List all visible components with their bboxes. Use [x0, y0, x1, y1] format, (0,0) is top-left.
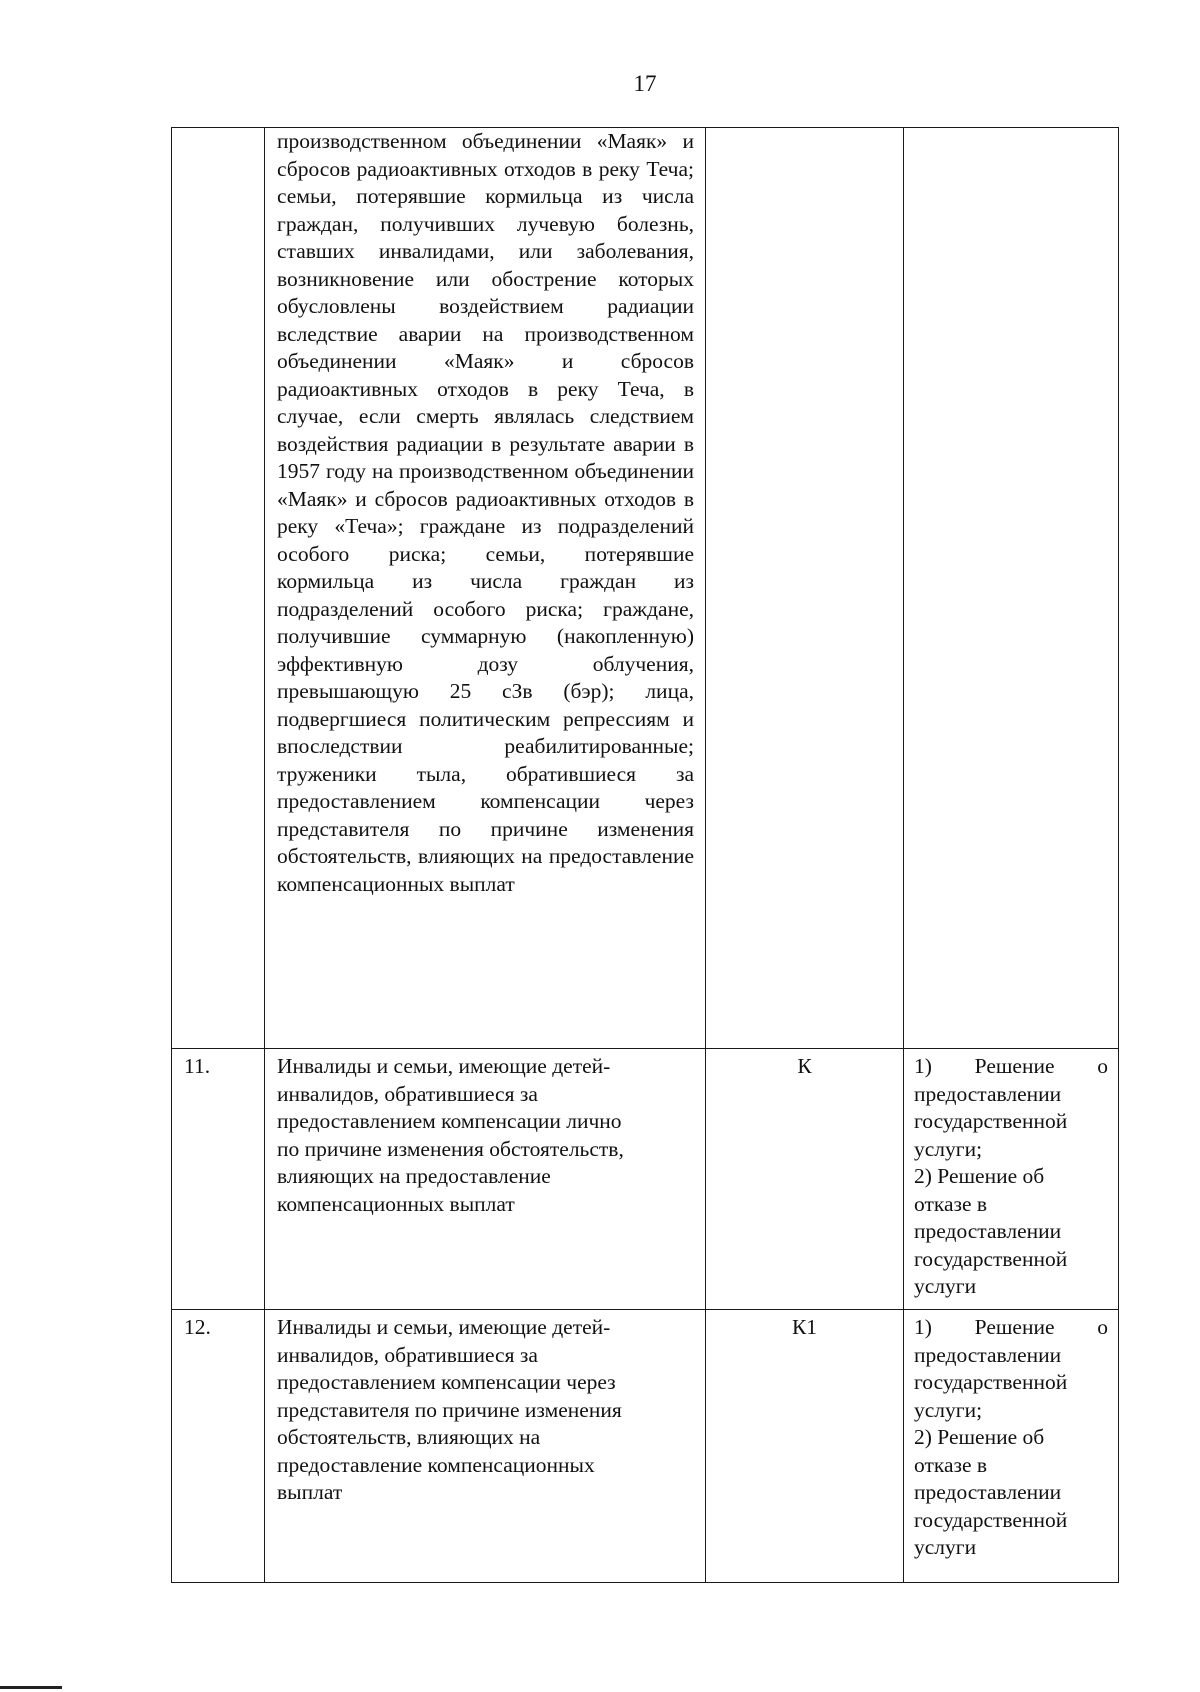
applicant-category-text: Инвалиды и семьи, имеющие детей- инвалидов, обратившиеся за предоставлением компенсации через представителя по причине изменения обстоятельств, влияющих на предоставление компенсационных выплат	[277, 1315, 622, 1504]
variant-code-cell: К1	[706, 1310, 904, 1583]
result-line: предоставлении	[914, 1342, 1062, 1367]
result-line: отказе в	[914, 1191, 988, 1216]
row-number-cell: 11.	[172, 1049, 265, 1310]
result-cell	[904, 1049, 1119, 1310]
result-line: услуги	[914, 1535, 977, 1559]
variant-code-cell	[706, 128, 904, 1049]
result-line: услуги;	[914, 1397, 983, 1422]
result-line: государственной	[914, 1370, 1068, 1394]
result-line: государственной	[914, 1246, 1068, 1271]
applicant-category-cell	[265, 1310, 706, 1583]
result-line: отказе в	[914, 1452, 988, 1477]
result-cell	[904, 128, 1119, 1049]
result-line: предоставлении	[914, 1480, 1062, 1504]
table-row	[172, 1049, 1119, 1310]
applicant-category-text: Инвалиды и семьи, имеющие детей- инвалидов, обратившиеся за предоставлением компенсации лично по причине изменения обстоятельств, влияющих на предоставление компенсационных выплат	[277, 1054, 624, 1216]
result-line: услуги;	[914, 1136, 983, 1161]
scan-edge-mark	[0, 1686, 62, 1689]
page-number: 17	[633, 71, 657, 96]
applicant-category-text: производственном объединении «Маяк» и сбросов радиоактивных отходов в реку Теча; семьи, потерявшие кормильца из числа граждан, получивших лучевую болезнь, ставших инвалидами, или заболевания, возникновение или обострение которых обусловлены воздействием радиации вследствие аварии на производственном объединении «Маяк» и сбросов радиоактивных отходов в реку Теча, в случае, если смерть являлась следствием воздействия радиации в результате аварии в 1957 году на производственном объединении «Маяк» и сбросов радиоактивных отходов в реку «Теча»; граждане из подразделений особого риска; семьи, потерявшие кормильца из числа граждан из подразделений особого риска; граждане, получившие суммарную (накопленную) эффективную дозу облучения, превышающую 25 сЗв (бэр); лица, подвергшиеся политическим репрессиям и впоследствии реабилитированные; труженики тыла, обратившиеся за предоставлением компенсации через представителя по причине изменения обстоятельств, влияющих на предоставление компенсационных выплат	[277, 129, 694, 896]
table-row	[172, 128, 1119, 1049]
result-line: предоставлении	[914, 1081, 1062, 1106]
result-cell	[904, 1310, 1119, 1583]
result-line: предоставлении	[914, 1219, 1062, 1243]
result-line: 1) Решение о	[914, 1054, 1108, 1078]
row-number-cell: 12.	[172, 1310, 265, 1583]
result-line: государственной	[914, 1109, 1068, 1133]
result-line: 2) Решение об	[914, 1164, 1045, 1188]
result-line: услуги	[914, 1274, 977, 1298]
row-number-cell	[172, 128, 265, 1049]
table-row	[172, 1310, 1119, 1583]
services-table	[171, 127, 1119, 1583]
result-line: 1) Решение о	[914, 1315, 1108, 1339]
applicant-category-cell	[265, 1049, 706, 1310]
applicant-category-cell	[265, 128, 706, 1049]
result-line: государственной	[914, 1507, 1068, 1532]
variant-code-cell: К	[706, 1049, 904, 1310]
result-line: 2) Решение об	[914, 1425, 1045, 1449]
